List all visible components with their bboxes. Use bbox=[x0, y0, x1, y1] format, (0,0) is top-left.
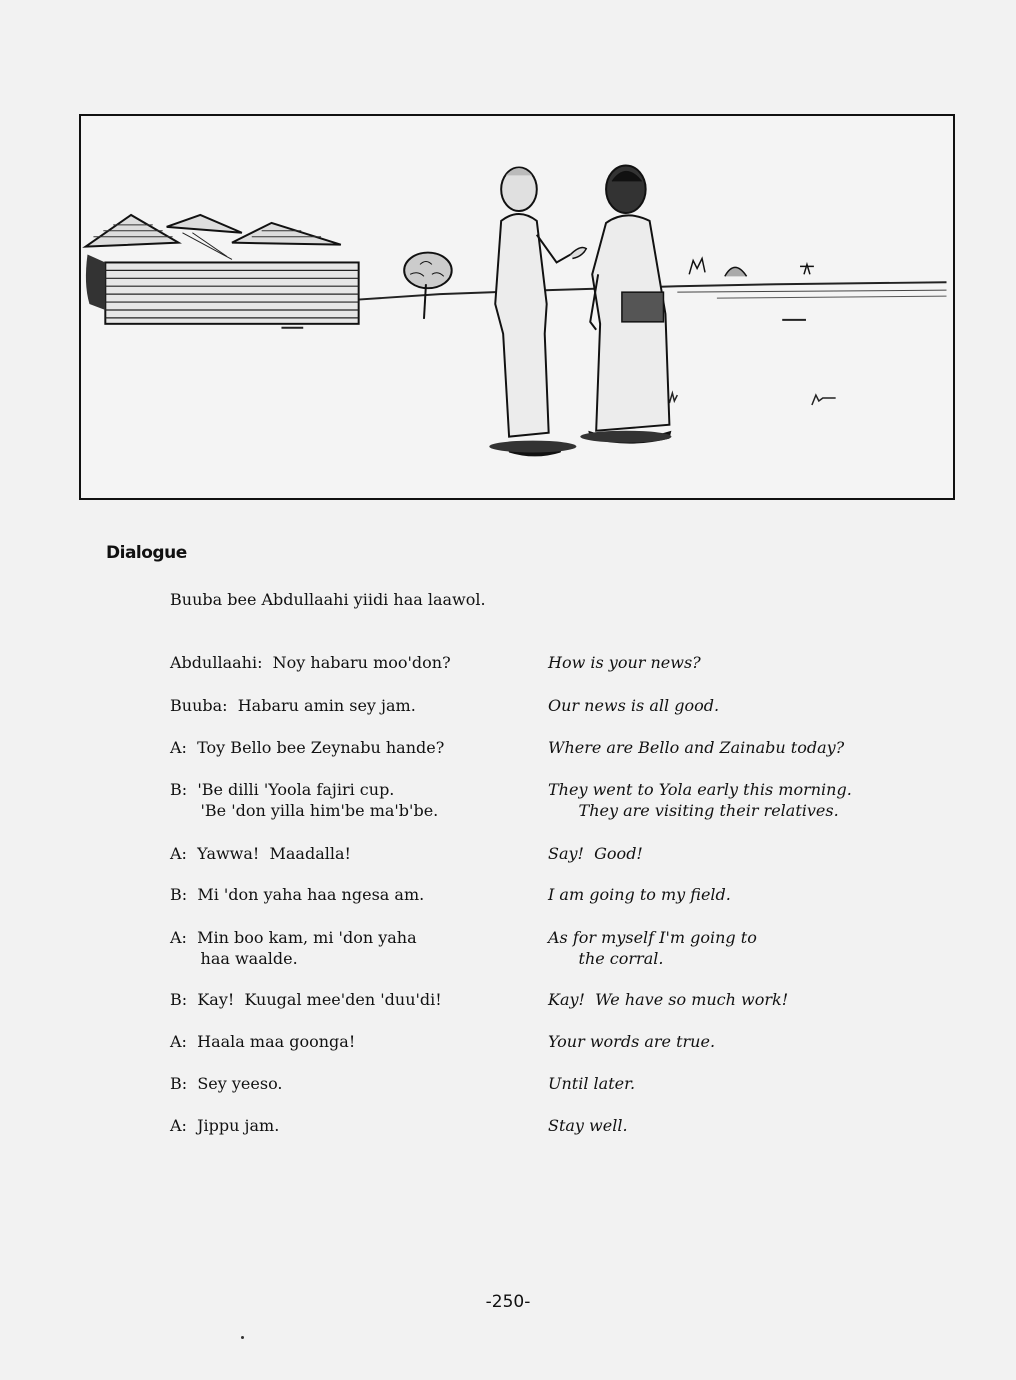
fula-line: A: Haala maa goonga! bbox=[170, 1032, 356, 1051]
compound-wall bbox=[86, 255, 359, 324]
hut-roofs bbox=[86, 215, 341, 260]
dialogue-illustration bbox=[79, 114, 955, 500]
fula-line: B: 'Be dilli 'Yoola fajiri cup. 'Be 'don yilla him'be ma'b'be. bbox=[170, 780, 439, 820]
fula-line: Abdullaahi: Noy habaru moo'don? bbox=[170, 653, 451, 672]
fula-line: A: Min boo kam, mi 'don yaha haa waalde. bbox=[170, 928, 417, 968]
fula-line: A: Jippu jam. bbox=[170, 1116, 280, 1135]
page-number: -250- bbox=[485, 1292, 531, 1312]
fula-line: B: Sey yeeso. bbox=[170, 1074, 283, 1093]
english-line: As for myself I'm going to the corral. bbox=[548, 928, 757, 968]
english-line: Where are Bello and Zainabu today? bbox=[548, 738, 845, 757]
tree bbox=[404, 253, 452, 319]
section-heading: Dialogue bbox=[106, 543, 187, 563]
english-line: Your words are true. bbox=[548, 1032, 716, 1051]
english-line: Kay! We have so much work! bbox=[548, 990, 789, 1009]
fula-line: A: Toy Bello bee Zeynabu hande? bbox=[170, 738, 445, 757]
english-line: How is your news? bbox=[548, 653, 701, 672]
fula-line: B: Mi 'don yaha haa ngesa am. bbox=[170, 885, 425, 904]
english-line: Say! Good! bbox=[548, 844, 643, 863]
english-line: Our news is all good. bbox=[548, 696, 720, 715]
figure-left bbox=[489, 167, 586, 456]
dialogue-intro: Buuba bee Abdullaahi yiidi haa laawol. bbox=[170, 590, 486, 609]
english-line: Stay well. bbox=[548, 1116, 628, 1135]
scan-speck bbox=[241, 1336, 244, 1339]
fula-line: B: Kay! Kuugal mee'den 'duu'di! bbox=[170, 990, 442, 1009]
english-line: Until later. bbox=[548, 1074, 636, 1093]
fula-line: A: Yawwa! Maadalla! bbox=[170, 844, 351, 863]
english-line: They went to Yola early this morning. They are visiting their relatives. bbox=[548, 780, 852, 820]
english-line: I am going to my field. bbox=[548, 885, 731, 904]
fula-line: Buuba: Habaru amin sey jam. bbox=[170, 696, 416, 715]
figure-right bbox=[580, 165, 671, 443]
